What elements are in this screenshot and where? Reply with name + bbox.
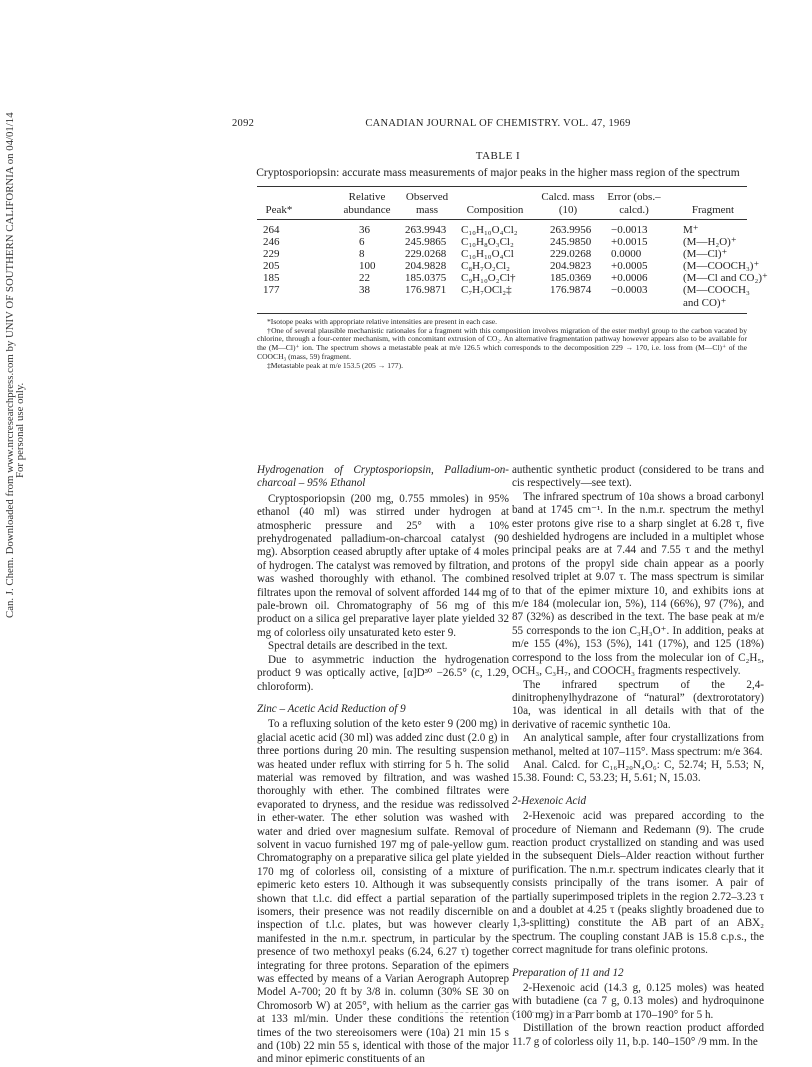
footnote-mechanism: †One of several plausible mechanistic rationales for a fragment with this composition involves migration of the ester methyl group to the carbon vacated by chlorine, through a four-center mechanism, with concomitant extrusion of CO₂. An alternative fragmentation pathway however appears also to be available for the (M—Cl)⁺ ion. The spectrum shows a metastable peak at m/e 126.5 which corresponds to the decomposition 229 → 170, i.e. loss from (M—Cl)⁺ of the COOCH₃ (mass, 59) fragment. (257, 325, 747, 361)
paragraph: Spectral details are described in the text. (268, 640, 448, 653)
table-row (257, 248, 747, 260)
header-fragment: Fragment (691, 204, 735, 216)
cell-observed-mass: 229.0268 (405, 248, 447, 260)
paragraph: The infrared spectrum of the 2,4-dinitrophenylhydrazone of “natural” (dextrorotatory) 10a, was identical in all details with that of the derivative of racemic synthetic 10a. (512, 678, 764, 731)
table-top-rule (257, 186, 747, 187)
header-calcd-mass: Calcd. mass (10) (541, 191, 595, 216)
cell-error: 0.0000 (611, 248, 642, 260)
cell-relative-abundance: 22 (359, 272, 370, 284)
cell-peak: 205 (263, 260, 280, 272)
cell-error: −0.0003 (611, 284, 648, 296)
cell-error: +0.0015 (611, 236, 648, 248)
cell-relative-abundance: 6 (359, 236, 365, 248)
right-column (512, 464, 764, 1049)
cell-calcd-mass: 185.0369 (550, 272, 592, 284)
header-composition: Composition (466, 204, 524, 216)
cell-fragment: (M—COOCH₃ (683, 284, 750, 296)
download-notice-line1: Can. J. Chem. Downloaded from www.nrcresearchpress.com by UNIV OF SOUTHERN CALIFORNIA on 04/01/14 (4, 112, 16, 618)
cell-calcd-mass: 245.9850 (550, 236, 592, 248)
paragraph: The infrared spectrum of 10a shows a broad carbonyl band at 1745 cm⁻¹. In the n.m.r. spectrum the methyl ester protons give rise to a sharp singlet at 6.28 τ, five deshielded hydrogens are included in a multiplet whose principal peaks are at 7.44 and 7.55 τ and the methyl protons of the propyl side chain appear as a poorly resolved triplet at 9.07 τ. The mass spectrum is similar to that of the epimer mixture 10, and exhibits ions at m/e 184 (molecular ion, 5%), 114 (66%), 97 (7%), and 87 (32%) as described in the text. The base peak at m/e 55 corresponds to the ion C₃H₃O⁺. In addition, peaks at m/e 155 (4%), 153 (5%), 141 (17%), and 125 (18%) correspond to the loss from the molecular ion of C₂H₅, OCH₃, C₃H₇, and COOCH₃ fragments respectively. (512, 490, 764, 678)
cell-relative-abundance: 100 (359, 260, 376, 272)
table-caption: Cryptosporiopsin: accurate mass measurements of major peaks in the higher mass region of the spectrum (256, 167, 740, 179)
cell-observed-mass: 176.9871 (405, 284, 447, 296)
cell-error: +0.0006 (611, 272, 648, 284)
header-error: Error (obs.–calcd.) (607, 191, 661, 216)
cell-peak: 185 (263, 272, 280, 284)
header-peak: Peak* (265, 204, 293, 216)
table-row (257, 260, 760, 272)
cell-composition: C₁₀H₁₀O₄Cl₂ (461, 224, 518, 236)
left-column (257, 464, 509, 1067)
footnote-isotope: *Isotope peaks with appropriate relative intensities are present in each case. (267, 317, 498, 326)
cell-calcd-mass: 204.9823 (550, 260, 592, 272)
cell-error: −0.0013 (611, 224, 648, 236)
cell-composition: C₁₀H₈O₃Cl₂ (461, 236, 514, 248)
header-relative-abundance: Relative abundance (343, 191, 391, 216)
table-row (257, 224, 747, 236)
cell-fragment: (M—Cl and CO₂)⁺ (683, 272, 768, 284)
paragraph: To a refluxing solution of the keto ester 9 (200 mg) in glacial acetic acid (30 ml) was added zinc dust (2.0 g) in three portions during 20 min. The resulting suspension was heated under reflux with stirring for 5 h. The solid material was removed by filtration, and was washed thoroughly with ether. The combined filtrates were evaporated to dryness, and the residue was redissolved in ether-water. The ether solution was washed with water and dried over magnesium sulfate. Removal of solvent in vacuo furnished 197 mg of pale-yellow gum. Chromatography on a preparative silica gel plate yielded 170 mg of colorless oil, consisting of a mixture of epimeric keto esters 10. Although it was subsequently shown that t.l.c. did effect a partial separation of the isomers, their presence was not readily discernible on inspection of t.l.c. plates, but was however clearly manifested in the n.m.r. spectrum, in particular by the presence of two methoxyl peaks (6.24, 6.27 τ) together integrating for three protons. Separation of the epimers was effected by means of a Varian Aerograph Autoprep Model A-700; 20 ft by 3/8 in. column (30% SE 30 on Chromosorb W) at 205°, with helium as the carrier gas at 133 ml/min. Under these conditions the retention times of the two stereoisomers were (10a) 21 min 15 s and (10b) 22 min 55 s, identical with those of the major and minor epimeric constituents of an (257, 718, 509, 1066)
footnote-metastable: ‡Metastable peak at m/e 153.5 (205 → 177). (267, 360, 404, 370)
download-notice-line2: For personal use only. (14, 382, 26, 478)
cell-composition: C₁₀H₁₀O₄Cl (461, 248, 514, 260)
cell-peak: 264 (263, 224, 280, 236)
cell-fragment: (M—H₂O)⁺ (683, 236, 737, 248)
table-footnotes (257, 318, 747, 370)
table-row (257, 284, 750, 296)
table-title: TABLE I (475, 150, 521, 162)
paragraph: Anal. Calcd. for C₁₆H₂₀N₄O₆: C, 52.74; H, 5.53; N, 15.38. Found: C, 53.23; H, 5.61; N, 15.03. (512, 758, 764, 785)
header-observed-mass: Observed mass (405, 191, 449, 216)
download-notice (2, 112, 26, 620)
cell-observed-mass: 245.9865 (405, 236, 447, 248)
cell-fragment: M⁺ (683, 224, 699, 236)
paragraph: Distillation of the brown reaction product afforded 11.7 g of colorless oily 11, b.p. 140–150° /9 mm. In the (512, 1022, 764, 1048)
journal-title: CANADIAN JOURNAL OF CHEMISTRY. VOL. 47, 1969 (365, 118, 631, 129)
section-heading: Zinc – Acetic Acid Reduction of 9 (257, 702, 406, 715)
section-heading: 2-Hexenoic Acid (512, 794, 587, 807)
paragraph: An analytical sample, after four crystallizations from methanol, melted at 107–115°. Mass spectrum: m/e 364. (512, 732, 764, 758)
table-row (257, 272, 768, 284)
cell-relative-abundance: 36 (359, 224, 370, 236)
paragraph: authentic synthetic product (considered to be trans and cis respectively—see text). (512, 464, 764, 490)
section-heading: Hydrogenation of Cryptosporiopsin, Palladium-on-charcoal – 95% Ethanol (257, 464, 509, 490)
cell-composition: C₈H₇O₂Cl₂ (461, 260, 510, 272)
cell-calcd-mass: 263.9956 (550, 224, 592, 236)
table-row (257, 236, 747, 248)
cell-observed-mass: 263.9943 (405, 224, 447, 236)
cell-fragment-continuation: and CO)⁺ (683, 297, 727, 309)
section-heading: Preparation of 11 and 12 (512, 966, 624, 979)
paragraph: 2-Hexenoic acid (14.3 g, 0.125 moles) was heated with butadiene (ca 7 g, 0.13 moles) and hydroquinone (100 mg) in a Parr bomb at 170–190° for 5 h. (512, 982, 764, 1021)
paragraph: 2-Hexenoic acid was prepared according to the procedure of Niemann and Redemann (9). The crude reaction product crystallized on standing and was used in the subsequent Diels–Alder reaction without further purification. The n.m.r. spectrum indicates clearly that it consists principally of the trans isomer. A pair of partially superimposed triplets in the region 2.72–3.23 τ and a doublet at 4.25 τ (peaks slightly broadened due to 1,3-splitting) constitute the AB part of an ABX₂ spectrum. The coupling constant JAB is 15.8 c.p.s., the correct magnitude for trans olefinic protons. (512, 810, 764, 957)
cell-peak: 229 (263, 248, 280, 260)
cell-peak: 246 (263, 236, 280, 248)
cell-fragment: (M—COOCH₃)⁺ (683, 260, 760, 272)
page-bottom-mark (430, 1012, 600, 1015)
table-bottom-rule (257, 313, 747, 314)
download-notice-svg (2, 112, 26, 620)
cell-peak: 177 (263, 284, 280, 296)
cell-composition: C₉H₁₀O₂Cl† (461, 272, 516, 284)
cell-observed-mass: 204.9828 (405, 260, 447, 272)
cell-fragment: (M—Cl)⁺ (683, 248, 728, 260)
cell-calcd-mass: 176.9874 (550, 284, 592, 296)
table-header-rule (257, 219, 747, 220)
cell-composition: C₇H₇OCl₂‡ (461, 284, 512, 296)
cell-error: +0.0005 (611, 260, 648, 272)
page-number: 2092 (232, 118, 255, 129)
paragraph: Cryptosporiopsin (200 mg, 0.755 mmoles) in 95% ethanol (40 ml) was stirred under hydrogen at atmospheric pressure and 25° with a 10% prehydrogenated palladium-on-charcoal catalyst (90 mg). Absorption ceased abruptly after uptake of 4 moles of hydrogen. The catalyst was removed by filtration, and was washed thoroughly with ethanol. The combined filtrates upon the removal of solvent afforded 144 mg of pale-brown oil. Chromatography of 56 mg of this product on a silica gel preparative layer plate yielded 32 mg of colorless oily unsaturated keto ester 9. (257, 492, 509, 639)
cell-relative-abundance: 38 (359, 284, 370, 296)
paragraph: Due to asymmetric induction the hydrogenation product 9 was optically active, [α]D³⁰ −26.5° (c, 1.29, chloroform). (257, 653, 509, 693)
cell-calcd-mass: 229.0268 (550, 248, 592, 260)
cell-relative-abundance: 8 (359, 248, 365, 260)
cell-observed-mass: 185.0375 (405, 272, 447, 284)
